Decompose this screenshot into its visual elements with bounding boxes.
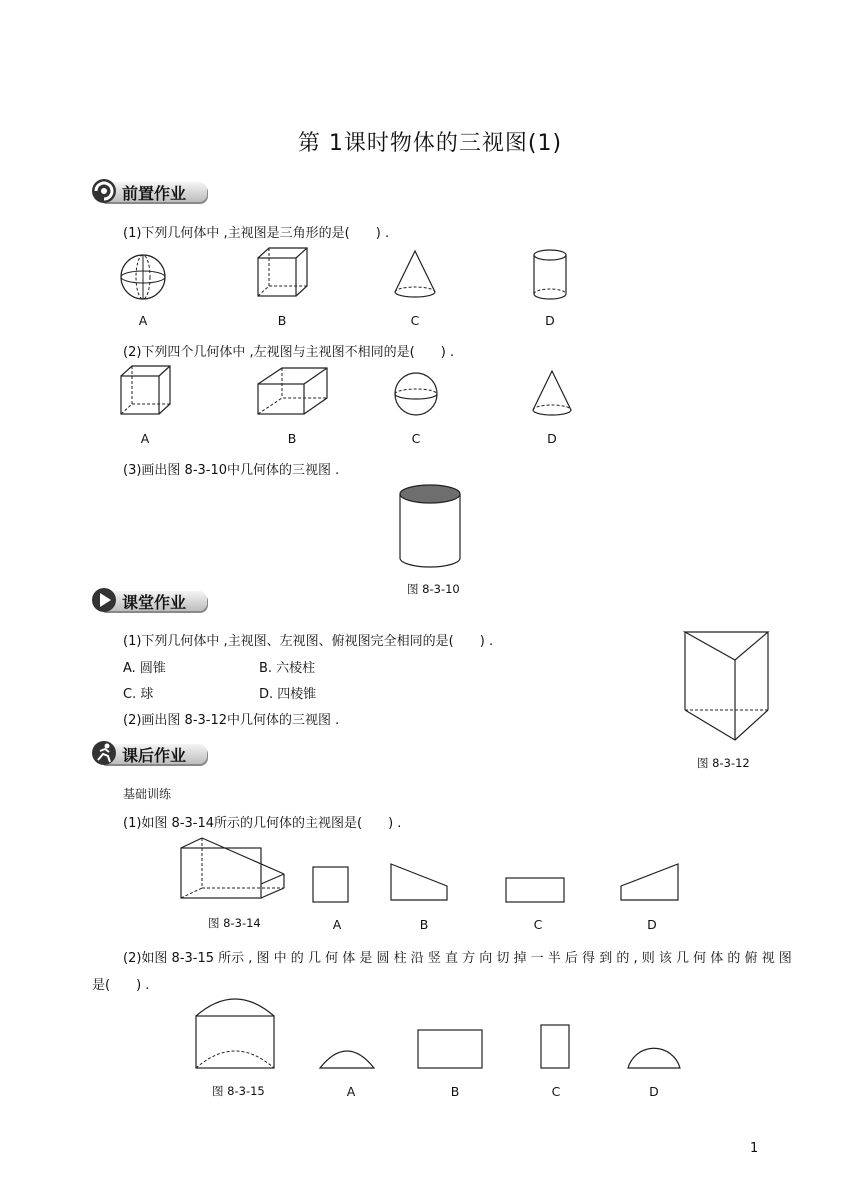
option-label: C <box>411 431 421 446</box>
option-label: B <box>450 1084 460 1099</box>
banner-class-homework: 课堂作业 <box>90 585 220 615</box>
figure-caption: 图 8-3-12 <box>697 756 750 770</box>
option-label: A <box>138 313 148 328</box>
shaded-cylinder-figure <box>396 482 466 570</box>
banner-after-homework: 课后作业 <box>90 738 220 768</box>
figure-caption: 图 8-3-15 <box>212 1084 265 1098</box>
after-question-1: (1)如图 8-3-14所示的几何体的主视图是( ) . <box>123 816 402 831</box>
option-a: A. 圆锥 <box>123 661 166 676</box>
after-question-2-line1: (2)如图 8-3-15 所示 , 图 中 的 几 何 体 是 圆 柱 沿 竖 直 方 向 切 掉 一 半 后 得 到 的 , 则 该 几 何 体 的 俯 视 图 <box>123 951 792 966</box>
pre-question-2: (2)下列四个几何体中 ,左视图与主视图不相同的是( ) . <box>123 345 455 360</box>
option-c: C. 球 <box>123 687 154 702</box>
wedge-figure <box>178 836 288 904</box>
class-question-1: (1)下列几何体中 ,主视图、左视图、俯视图完全相同的是( ) . <box>123 634 494 649</box>
cube-figure <box>118 364 173 419</box>
pre-question-3: (3)画出图 8-3-10中几何体的三视图 . <box>123 463 340 478</box>
option-shape-d <box>619 862 683 904</box>
page-number: 1 <box>750 1141 759 1156</box>
figure-caption: 图 8-3-10 <box>407 582 460 596</box>
half-cylinder-figure <box>193 992 279 1072</box>
pre-question-1: (1)下列几何体中 ,主视图是三角形的是( ) . <box>123 226 390 241</box>
option-shape-c <box>539 1023 571 1071</box>
option-label: B <box>419 917 429 932</box>
option-label: D <box>547 431 557 446</box>
cuboid-figure <box>255 366 330 418</box>
sphere-figure <box>392 372 442 422</box>
option-b: B. 六棱柱 <box>259 661 316 676</box>
option-label: B <box>277 313 287 328</box>
option-shape-d <box>626 1040 684 1072</box>
banner-pre-homework: 前置作业 <box>90 176 220 206</box>
option-d: D. 四棱锥 <box>259 687 317 702</box>
section-heading: 基础训练 <box>123 787 172 801</box>
option-label: C <box>410 313 420 328</box>
after-question-2-line2: 是( ) . <box>92 978 150 993</box>
cone-figure <box>530 368 576 420</box>
runner-icon <box>90 738 120 768</box>
sphere-figure <box>118 252 168 302</box>
option-shape-b <box>416 1028 486 1072</box>
triangular-prism-figure <box>682 630 772 745</box>
page-title: 第 1课时物体的三视图(1) <box>297 131 563 156</box>
cone-figure <box>392 248 438 302</box>
option-label: A <box>346 1084 356 1099</box>
option-label: B <box>287 431 297 446</box>
figure-caption: 图 8-3-14 <box>208 916 261 930</box>
option-shape-a <box>311 865 351 905</box>
option-shape-b <box>389 862 451 904</box>
option-label: C <box>533 917 543 932</box>
play-icon <box>90 585 120 615</box>
class-question-2: (2)画出图 8-3-12中几何体的三视图 . <box>123 713 340 728</box>
option-label: A <box>332 917 342 932</box>
option-label: A <box>140 431 150 446</box>
option-shape-a <box>318 1046 378 1072</box>
option-shape-c <box>504 876 568 906</box>
option-label: C <box>551 1084 561 1099</box>
option-label: D <box>647 917 657 932</box>
cube-figure <box>255 246 310 301</box>
option-label: D <box>649 1084 659 1099</box>
cylinder-figure <box>530 248 570 302</box>
option-label: D <box>545 313 555 328</box>
swirl-icon <box>90 176 120 206</box>
